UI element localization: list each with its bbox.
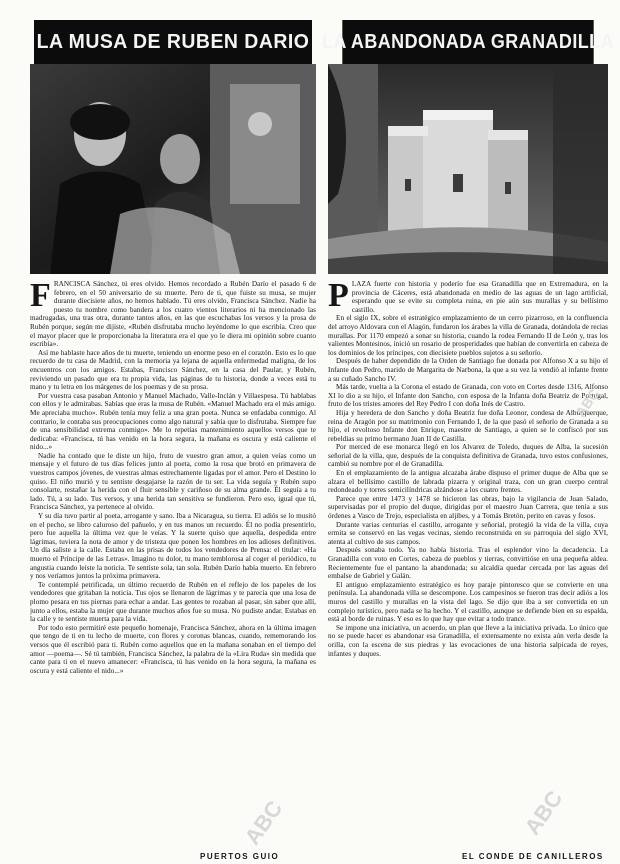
left-article-paragraph: Así me hablaste hace años de tu muerte, teniendo un enorme peso en el corazón. Esto es lo que recuerdo de tu casa de Madrid, con la memoria ya lejana de aquella enfermedad maligna, de los encuentros con los amigos. Estabas, Francisco Sánchez, en la casa del Paular, y Rubén, reviviendo un pasado que era tu propia vida, las páginas de tu historia, donde a veces está tu mano y tu letra en los márgenes de los poemas y de su prosa. [30,348,316,392]
right-article-paragraph: El antiguo emplazamiento estratégico es hoy paraje pintoresco que se convierte en una península. La abandonada villa se descompone. Los campesinos se fueron tras decir adiós a los muros del castillo y murallas en la vista del lago. Se dijo que iba a ser convertida en un complejo turístico, pero nada se ha hecho. Y el castillo, aunque se defiende bien en su espalda, está al borde de ruinas. Y eso es lo que hay que evitar a todo trance. [328,580,608,624]
left-article-dropcap: F [30,280,51,314]
right-article-paragraph: Hija y heredera de don Sancho y doña Beatriz fue doña Leonor, condesa de Alburquerque, reina de Aragón por su matrimonio con Fernando I, de la que pasó el señorío de Granada a su hijo, el revoltoso Infante don Enrique, maestre de Santiago, a quien se le confiscó por sus rebeldías su primo hermano Juan II de Castilla. [328,408,608,443]
left-article-paragraph: Nadie ha contado que le diste un hijo, fruto de vuestro gran amor, a quien veías como un mensaje y el futuro de tus días felices junto al poeta, como la rosa que brotó en primavera de vuestros campos jóvenes, de vuestras almas estrechamente ligadas por el amor. Pero el Destino lo quiso. El niño murió y tu sentiste desgajarse la razón de tu ser. La vida seguía y Rubén supo consolarte, restañar la herida con el fluir sensible y cariñoso de su alma grande. Él seguía a tu lado. Tú, a su lado. Tus versos, y una herida tan sensitiva se fundieron. Pero eso, igual que tú, Francisca Sánchez, ya pertenece al olvido. [30,451,316,512]
abc-watermark: ABC [571,385,603,421]
right-article-title: LA ABANDONADA GRANADILLA [342,20,593,64]
right-article-dropcap: P [328,280,349,314]
abc-watermark: ABC [239,796,288,850]
right-article-photo [328,64,608,274]
abc-watermark: ABC [519,786,568,840]
right-article-paragraph: Se impone una iniciativa, un acuerdo, un plan que lleve a la iniciativa privada. Lo único que no se puede hacer es abandonar esa Granadilla, el extensamente no exista aún verla desde la orilla, con la escena de sus piedras y las evocaciones de una historia salpicada de reyes, infantes y duques. [328,623,608,658]
right-article-paragraph: Después de haber dependido de la Orden de Santiago fue donada por Alfonso X a su hijo el Infante don Pedro, marido de Margarita de Narbona, la que a su vez la vendió al infante frente a su cuñado Sancho IV. [328,357,608,383]
left-article-paragraph: Por todo esto permitiré este pequeño homenaje, Francisca Sánchez, ahora en la última imagen que tengo de ti en tu lecho de muerte, con flores y coronas blancas, cuando, rememorando los versos que él escribió para ti. Rubén como aquellos que en la mañana sonaban en el tiempo del amor —poema—. Sé tú también, Francisca Sánchez, la palabra de la «Lira Ruda» sin medida que cante para ti en el nuevo amanecer: «Francisca, tú has venido en la hora segura, la mañana es oscura y está caliente el nido...» [30,623,316,675]
left-article-first-paragraph [30,280,316,349]
right-article-paragraph: Más tarde, vuelta a la Corona el estado de Granada, con voto en Cortes desde 1316, Alfonso XI lo dio a su hijo, el Infante don Sancho, con esposa de la Infanta doña Beatriz de Portugal, fruto de los tristes amores del Rey Pedro I con doña Inés de Castro. [328,383,608,409]
right-article-first-text: LAZA fuerte con historia y poderío fue esa Granadilla que en Extremadura, en la provincia de Cáceres, está abandonada en medio de las aguas de un lago artificial, esperando que se evite su completa ruina, en pie aún sus murallas y su bellísimo castillo. [351,280,608,314]
left-article-photo [30,64,316,274]
right-article-first-paragraph [328,280,608,314]
left-article-paragraph: Y su día tuvo partir al poeta, arrogante y sano. Iba a Nicaragua, su tierra. El adiós se lo musitó en el pecho, se libro caluroso del pañuelo, y en tus manos un recuerdo. Él no podía presentirlo, pero fue aquella la última vez que le veías. Y la suerte quiso que aquella, despedida entre lágrimas, tuviera la nota de amor y de tristeza que ponen los hombres en los adioses definitivos. Un día saliste a la calle. Estaba en las prisas de todos los vendedores de Prensa: el titular: «Ha muerto el Príncipe de las Letras». Imagino tu dolor, tu mano temblorosa al coger el periódico, tu angustia cuando leíste la noticia. Te sentiste sola, tan sola. Rubén Darío había muerto. En febrero y nos veríamos juntos la próxima primavera. [30,512,316,581]
left-article-title: LA MUSA DE RUBEN DARIO [34,20,312,64]
portrait-photo-illustration [30,64,316,274]
castle-photo-illustration [328,64,608,274]
right-article-paragraph: En el emplazamiento de la antigua alcazaba árabe dispuso el primer duque de Alba que se alzara el bellísimo castillo de labrada pizarra y original traza, con un gran cuerpo central redondeado y torres semicilíndricas alzándose a los cuatro frentes. [328,469,608,495]
left-article-paragraph: Por vuestra casa pasaban Antonio y Manuel Machado, Valle-Inclán y Villaespesa. Tú hablabas con ellos y le admirabas. Sabías que eras la musa de Rubén. «Manuel Machado era el más amigo. Me apreciaba mucho». Rubén tenía muy feliz a una gran poeta. Nunca se enfadaba conmigo. Al contrario, le contaba sus preocupaciones como algo natural y sabía que lo disfrutaba. Siempre fue de una sensibilidad extrema conmigo». Me lo repetías mantenimiento aquellos versos que te dedicaba: «Francisca, tú has venido en la hora segura, la mañana es oscura y está caliente el nido...» [30,391,316,452]
left-article-body [30,280,316,825]
right-article-paragraph: En el siglo IX, sobre el estratégico emplazamiento de un cerro pizarroso, en la confluencia del arroyo Aldovara con el Alagón, fundaron los árabes la villa de Granada, dotándola de recias murallas. Por 1170 empezó a sonar su historia, cuando la rodea Fernando II de León y, tras los valientes Montesinos, inició un rosario de prosperidades que habían de convertirla en cabeza de los dominios de los príncipes, con diecisiete pueblos sujetos a su señorío. [328,314,608,357]
left-article-paragraph: Te contemplé petrificada, un último recuerdo de Rubén en el reflejo de los papeles de los vendedores que gritaban la noticia. Tus ojos se llenaron de lágrimas y te parecía que una losa de plomo pesara en tus piernas para echar a andar. Las gentes te rozaban al pasar, sin saber que allí, junto a ellos, estaba la mujer que durante muchos años fue su musa. No pudiste andar. Estabas en la calle y te sentiste muerta para la vida. [30,580,316,624]
right-article-paragraph: Por merced de ese monarca llegó en los Alvarez de Toledo, duques de Alba, la sucesión señorial de la villa, que, después de la conquista definitiva de Granada, tuvo estos confusiones, cambió su nombre por el de Granadilla. [328,443,608,469]
left-article [30,20,316,825]
right-article [321,20,615,825]
right-article-signature: EL CONDE DE CANILLEROS [462,852,604,861]
left-article-signature: PUERTOS GUIO [200,852,280,861]
right-article-paragraph: Parece que entre 1473 y 1478 se hicieron las obras, bajo la vigilancia de Juan Salado, supervisadas por el propio del duque, dirigidas por el maestro Juan Carrera, que tenía a sus órdenes a Vasco de Trejo, especialista en aljibes, y a Tomás Bretón, perito en cavas y fosos. [328,494,608,521]
right-article-paragraph: Durante varias centurias el castillo, arrogante y señorial, protegió la vida de la villa, cuya ermita se conservó en las vegas vecinas, siendo reconstruida en su parroquia del siglo XVI, atenta al cultivo de sus campos. [328,520,608,546]
left-article-first-text: RANCISCA Sánchez, tú eres olvido. Hemos recordado a Rubén Darío el pasado 6 de febrero, en el 50 aniversario de su muerte. Pero de ti, que fuiste su musa, se mujer durante diecisiete años, no hemos hablado. Tú eres olvido, Francisca Sánchez. Nadie ha puesto tu nombre como bandera a los cuatro vientos literarios ni ha mencionado las madrugadas, una tras otra, durante tantos años, en las que escuchabas los versos y la prosa de Rubén porque, según me dijiste, «Rubén disfrutaba mucho leyéndome lo que escribía. Creo que el mayor placer que le proporcionaba la literatura era el que yo le diera mi opinión sobre cuanto escribía». [30,280,316,349]
right-article-body [328,280,608,825]
right-article-paragraph: Después sonaba todo. Ya no había historia. Tras el esplendor vino la decadencia. La Granadilla con voto en Cortes, cabeza de pueblos y tierras, convirtióse en una pequeña aldea. Recientemente fue el pantano la abandonada; su alcaldía quedar cercada por las aguas del embalse de Gabriel y Galán. [328,546,608,581]
